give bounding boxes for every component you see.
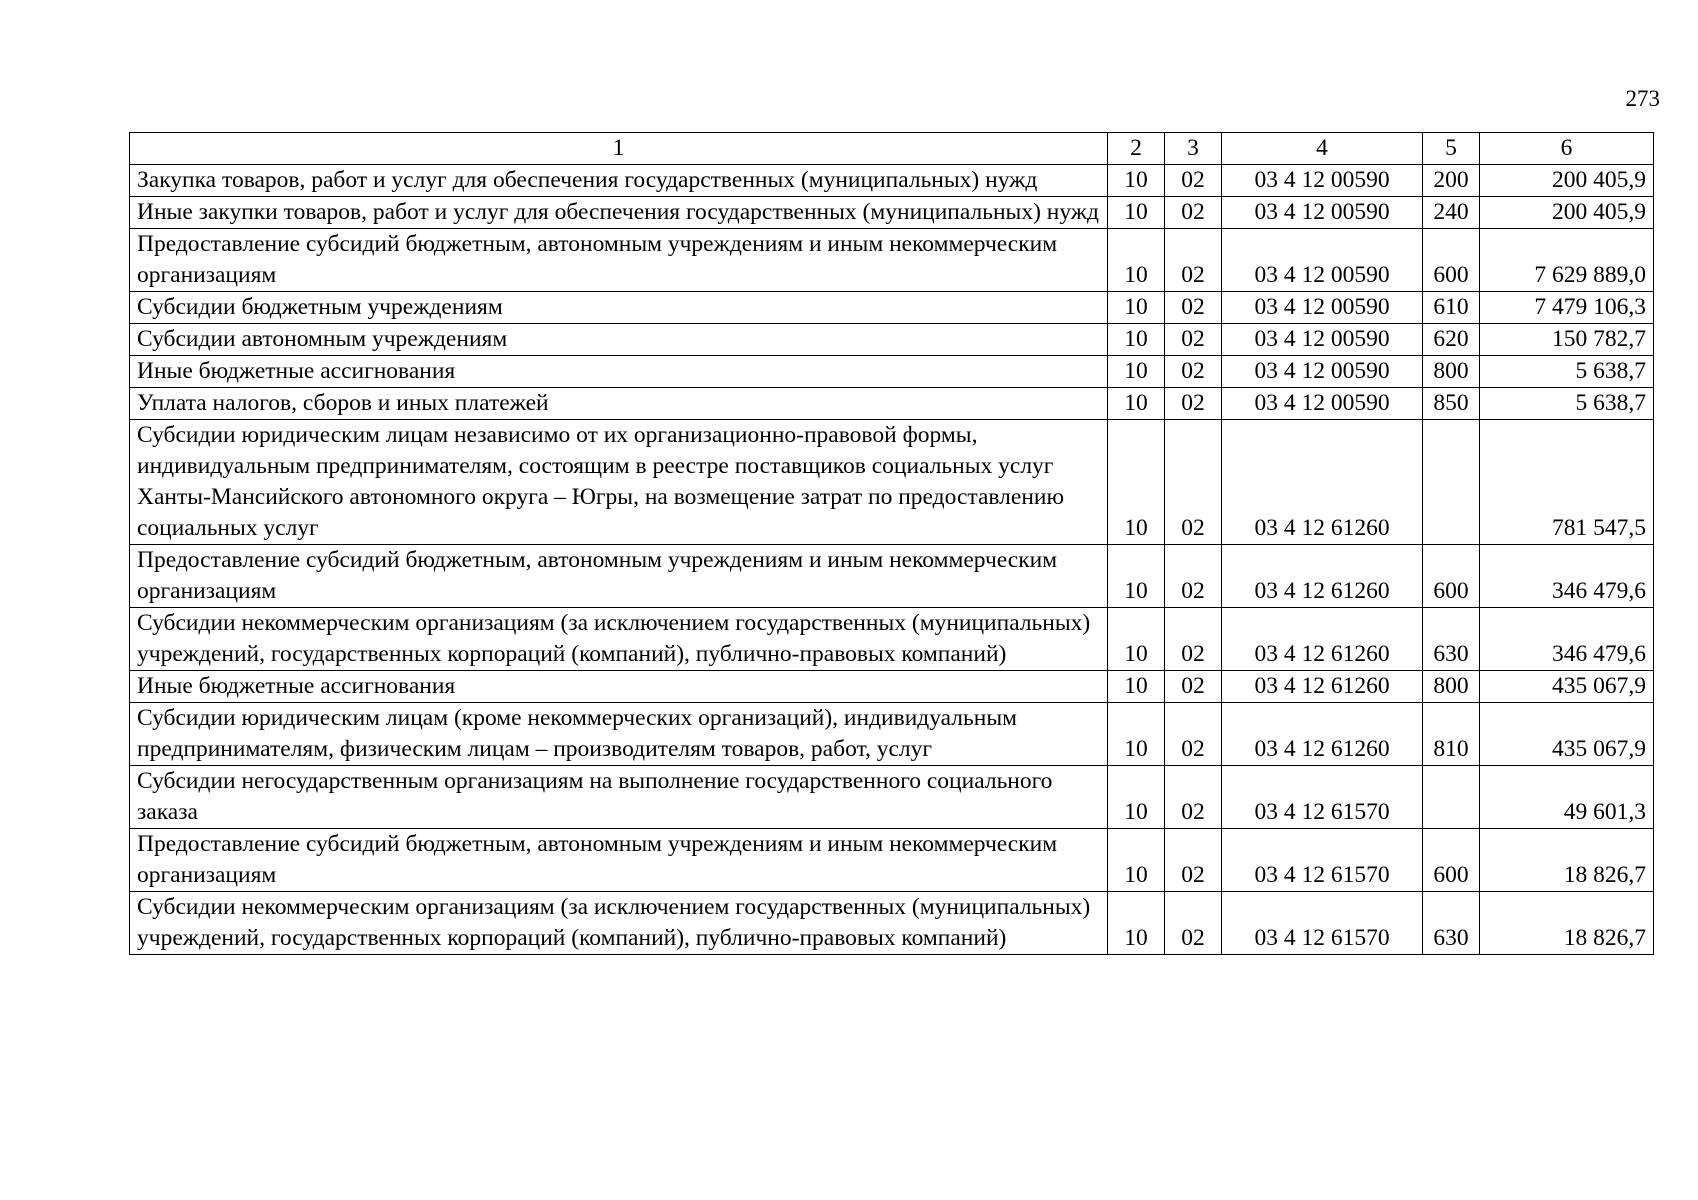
cell-name: Субсидии негосударственным организациям на выполнение государственного социального заказа (130, 766, 1108, 829)
table-row (130, 229, 1654, 292)
cell-target-article: 03 4 12 00590 (1222, 165, 1423, 197)
cell-amount: 18 826,7 (1480, 829, 1654, 892)
table-row (130, 292, 1654, 324)
cell-amount: 435 067,9 (1480, 671, 1654, 703)
cell-target-article: 03 4 12 00590 (1222, 356, 1423, 388)
cell-target-article: 03 4 12 00590 (1222, 197, 1423, 229)
cell-amount: 781 547,5 (1480, 420, 1654, 545)
cell-section: 10 (1108, 608, 1165, 671)
cell-name: Иные бюджетные ассигнования (130, 356, 1108, 388)
cell-amount: 7 629 889,0 (1480, 229, 1654, 292)
cell-section: 10 (1108, 420, 1165, 545)
cell-section: 10 (1108, 766, 1165, 829)
cell-amount: 200 405,9 (1480, 165, 1654, 197)
cell-name: Предоставление субсидий бюджетным, автономным учреждениям и иным некоммерческим организациям (130, 829, 1108, 892)
cell-expense-type (1423, 766, 1480, 829)
cell-name: Закупка товаров, работ и услуг для обеспечения государственных (муниципальных) нужд (130, 165, 1108, 197)
cell-expense-type: 800 (1423, 356, 1480, 388)
cell-expense-type: 240 (1423, 197, 1480, 229)
cell-target-article: 03 4 12 00590 (1222, 324, 1423, 356)
cell-subsection: 02 (1165, 829, 1222, 892)
cell-name: Субсидии автономным учреждениям (130, 324, 1108, 356)
cell-expense-type: 630 (1423, 608, 1480, 671)
cell-name: Иные закупки товаров, работ и услуг для обеспечения государственных (муниципальных) нужд (130, 197, 1108, 229)
cell-target-article: 03 4 12 61570 (1222, 829, 1423, 892)
cell-name: Субсидии юридическим лицам (кроме некоммерческих организаций), индивидуальным предпринимателям, физическим лицам – производителям товаров, работ, услуг (130, 703, 1108, 766)
cell-subsection: 02 (1165, 703, 1222, 766)
cell-section: 10 (1108, 197, 1165, 229)
cell-expense-type: 800 (1423, 671, 1480, 703)
table-row (130, 829, 1654, 892)
table-row (130, 703, 1654, 766)
table-row (130, 608, 1654, 671)
cell-subsection: 02 (1165, 229, 1222, 292)
cell-subsection: 02 (1165, 608, 1222, 671)
cell-name: Субсидии юридическим лицам независимо от их организационно-правовой формы, индивидуальным предпринимателям, состоящим в реестре поставщиков социальных услуг Ханты-Мансийского автономного округа – Югры, на возмещение затрат по предоставлению социальных услуг (130, 420, 1108, 545)
header-col-2: 2 (1108, 133, 1165, 165)
cell-target-article: 03 4 12 00590 (1222, 388, 1423, 420)
cell-subsection: 02 (1165, 388, 1222, 420)
cell-name: Субсидии некоммерческим организациям (за исключением государственных (муниципальных) учреждений, государственных корпораций (компаний), публично-правовых компаний) (130, 608, 1108, 671)
cell-section: 10 (1108, 545, 1165, 608)
cell-target-article: 03 4 12 61260 (1222, 703, 1423, 766)
header-col-1: 1 (130, 133, 1108, 165)
cell-amount: 5 638,7 (1480, 356, 1654, 388)
cell-expense-type: 610 (1423, 292, 1480, 324)
cell-expense-type: 200 (1423, 165, 1480, 197)
cell-amount: 346 479,6 (1480, 545, 1654, 608)
cell-subsection: 02 (1165, 292, 1222, 324)
cell-name: Субсидии бюджетным учреждениям (130, 292, 1108, 324)
cell-target-article: 03 4 12 00590 (1222, 292, 1423, 324)
header-col-3: 3 (1165, 133, 1222, 165)
cell-amount: 150 782,7 (1480, 324, 1654, 356)
table-row (130, 197, 1654, 229)
cell-section: 10 (1108, 229, 1165, 292)
cell-subsection: 02 (1165, 420, 1222, 545)
table-row (130, 324, 1654, 356)
table-body (130, 165, 1654, 955)
cell-amount: 435 067,9 (1480, 703, 1654, 766)
cell-section: 10 (1108, 829, 1165, 892)
cell-amount: 346 479,6 (1480, 608, 1654, 671)
header-col-5: 5 (1423, 133, 1480, 165)
cell-section: 10 (1108, 165, 1165, 197)
cell-target-article: 03 4 12 61570 (1222, 892, 1423, 955)
cell-expense-type (1423, 420, 1480, 545)
cell-section: 10 (1108, 292, 1165, 324)
cell-name: Иные бюджетные ассигнования (130, 671, 1108, 703)
cell-subsection: 02 (1165, 165, 1222, 197)
cell-subsection: 02 (1165, 766, 1222, 829)
cell-section: 10 (1108, 703, 1165, 766)
page-number: 273 (1625, 86, 1660, 111)
cell-subsection: 02 (1165, 356, 1222, 388)
header-row (130, 133, 1654, 165)
cell-name: Предоставление субсидий бюджетным, автономным учреждениям и иным некоммерческим организациям (130, 545, 1108, 608)
cell-subsection: 02 (1165, 197, 1222, 229)
table-row (130, 165, 1654, 197)
cell-target-article: 03 4 12 61260 (1222, 608, 1423, 671)
cell-expense-type: 600 (1423, 229, 1480, 292)
cell-section: 10 (1108, 892, 1165, 955)
cell-amount: 49 601,3 (1480, 766, 1654, 829)
cell-name: Субсидии некоммерческим организациям (за исключением государственных (муниципальных) учреждений, государственных корпораций (компаний), публично-правовых компаний) (130, 892, 1108, 955)
cell-expense-type: 850 (1423, 388, 1480, 420)
cell-amount: 5 638,7 (1480, 388, 1654, 420)
cell-amount: 18 826,7 (1480, 892, 1654, 955)
cell-expense-type: 630 (1423, 892, 1480, 955)
table-header (130, 133, 1654, 165)
cell-amount: 200 405,9 (1480, 197, 1654, 229)
cell-target-article: 03 4 12 61260 (1222, 671, 1423, 703)
cell-section: 10 (1108, 324, 1165, 356)
cell-subsection: 02 (1165, 324, 1222, 356)
cell-amount: 7 479 106,3 (1480, 292, 1654, 324)
cell-target-article: 03 4 12 61260 (1222, 420, 1423, 545)
cell-target-article: 03 4 12 61570 (1222, 766, 1423, 829)
cell-expense-type: 810 (1423, 703, 1480, 766)
table-row (130, 356, 1654, 388)
cell-target-article: 03 4 12 61260 (1222, 545, 1423, 608)
table-row (130, 671, 1654, 703)
header-col-6: 6 (1480, 133, 1654, 165)
cell-subsection: 02 (1165, 545, 1222, 608)
cell-expense-type: 600 (1423, 829, 1480, 892)
cell-section: 10 (1108, 356, 1165, 388)
table-row (130, 388, 1654, 420)
table-row (130, 766, 1654, 829)
table-row (130, 892, 1654, 955)
cell-section: 10 (1108, 671, 1165, 703)
budget-table (129, 132, 1654, 955)
cell-subsection: 02 (1165, 671, 1222, 703)
cell-subsection: 02 (1165, 892, 1222, 955)
cell-name: Уплата налогов, сборов и иных платежей (130, 388, 1108, 420)
cell-expense-type: 600 (1423, 545, 1480, 608)
table-row (130, 420, 1654, 545)
cell-name: Предоставление субсидий бюджетным, автономным учреждениям и иным некоммерческим организациям (130, 229, 1108, 292)
header-col-4: 4 (1222, 133, 1423, 165)
cell-expense-type: 620 (1423, 324, 1480, 356)
cell-target-article: 03 4 12 00590 (1222, 229, 1423, 292)
cell-section: 10 (1108, 388, 1165, 420)
table-row (130, 545, 1654, 608)
